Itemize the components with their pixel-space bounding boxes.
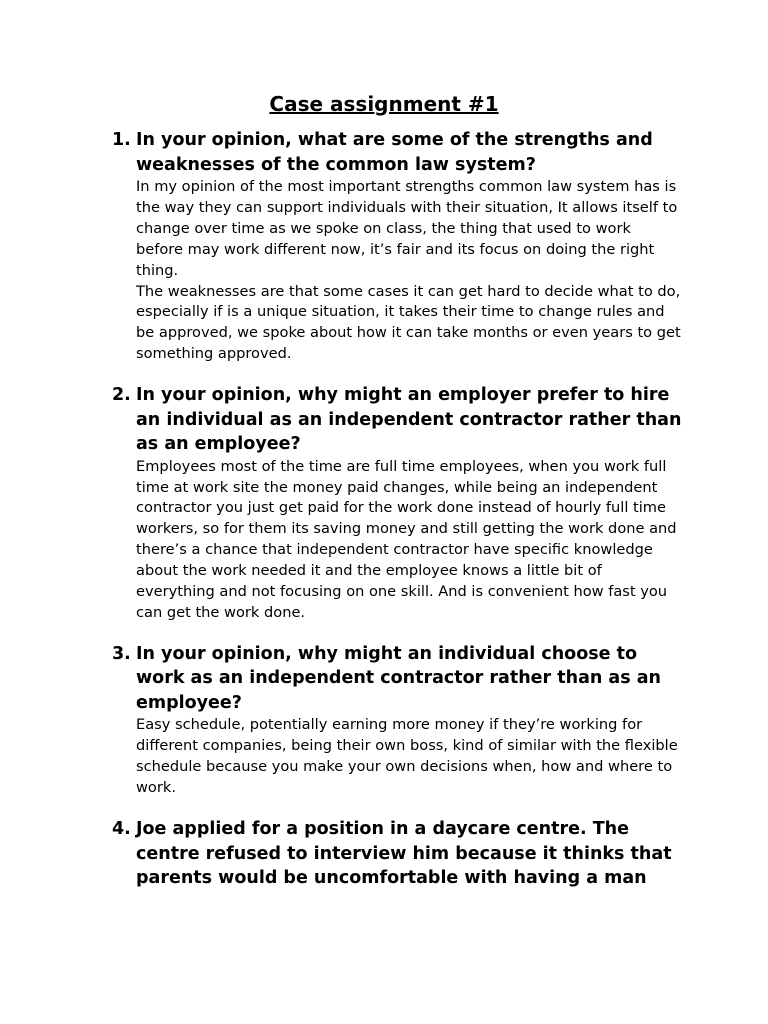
question-item-1: [112, 128, 682, 365]
question-item-2: [112, 383, 682, 624]
answer-paragraph: The weaknesses are that some cases it can get hard to decide what to do, especially if is a unique situation, it takes their time to change rules and be approved, we spoke about how it can take months or even years to get something approved.: [136, 282, 681, 363]
question-text: In your opinion, what are some of the strengths and weaknesses of the common law system?: [136, 130, 653, 175]
document-title: Case assignment #1: [269, 92, 499, 116]
answer-paragraph: Easy schedule, potentially earning more money if they’re working for different companies, being their own boss, kind of similar with the flexible schedule because you make your own decisions when, how and where to work.: [136, 716, 678, 797]
question-text: In your opinion, why might an individual choose to work as an independent contractor rather than as an employee?: [136, 643, 662, 713]
question-number: 1.: [112, 130, 131, 150]
question-list: [112, 128, 682, 909]
question-text: Joe applied for a position in a daycare centre. The centre refused to interview him because it thinks that parents would be uncomfortable with having a man: [136, 819, 672, 889]
question-text: In your opinion, why might an employer prefer to hire an individual as an independent contractor rather than as an employee?: [136, 385, 682, 455]
question-item-4: [112, 817, 682, 891]
question-item-3: [112, 642, 682, 799]
question-number: 4.: [112, 819, 131, 840]
question-number: 3.: [112, 643, 131, 664]
answer-paragraph: Employees most of the time are full time employees, when you work full time at work site the money paid changes, while being an independent contractor you just get paid for the work done instead of hourly full time workers, so for them its saving money and still getting the work done and there’s a chance that independent contractor have specific knowledge about the work needed it and the employee knows a little bit of everything and not focusing on one skill. And is convenient how fast you can get the work done.: [136, 457, 677, 621]
question-number: 2.: [112, 385, 131, 406]
answer-paragraph: In my opinion of the most important strengths common law system has is the way they can support individuals with their situation, It allows itself to change over time as we spoke on class, the thing that used to work before may work different now, it’s fair and its focus on doing the right thing.: [136, 178, 678, 279]
